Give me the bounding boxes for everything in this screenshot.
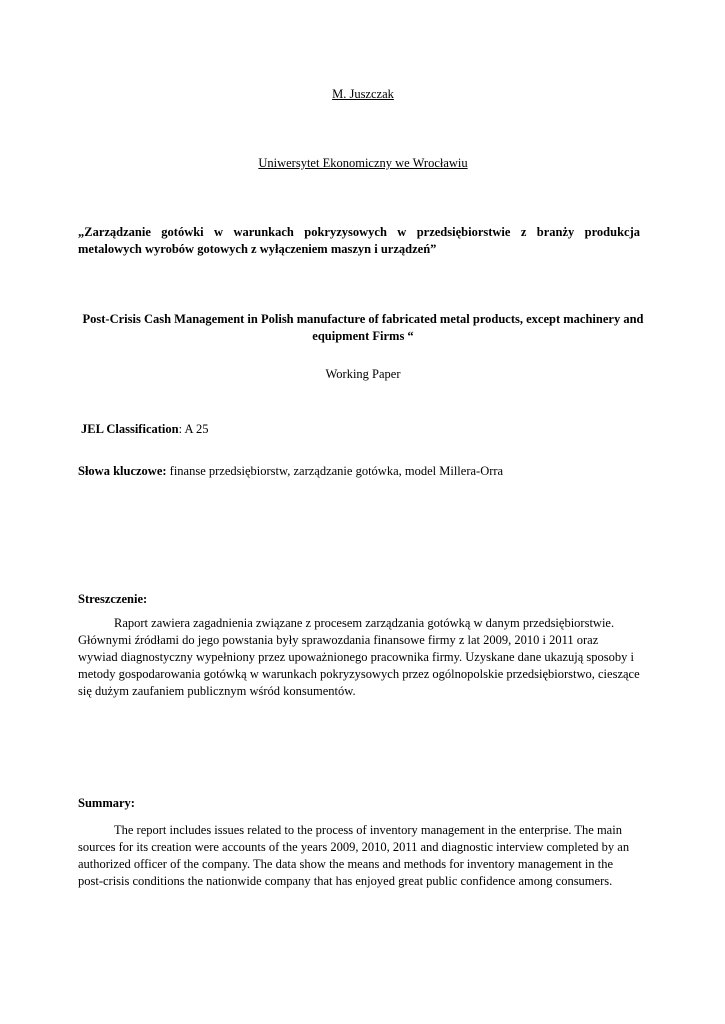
abstract-pl-heading: Streszczenie: [78, 592, 148, 606]
jel-classification [81, 421, 643, 438]
title-polish: „Zarządzanie gotówki w warunkach pokryzysowych w przedsiębiorstwie z branży produkcja metalowych wyrobów gotowych z wyłączeniem maszyn i urządzeń” [78, 225, 640, 256]
jel-label: JEL Classification [81, 422, 179, 436]
keywords [78, 463, 640, 480]
title-english: Post-Crisis Cash Management in Polish manufacture of fabricated metal products, except machinery and equipment Firms “ [82, 312, 644, 343]
paper-type: Working Paper [325, 367, 401, 381]
abstract-pl-text: Raport zawiera zagadnienia związane z procesem zarządzania gotówką w danym przedsiębiorstwie. Głównymi źródłami do jego powstania były sprawozdania finansowe firmy z lat 2009, 2010 i 2011 oraz wywiad diagnostyczny wypełniony przez upoważnionego pracownika firmy. Uzyskane dane ukazują sposoby i metody gospodarowania gotówką w warunkach pokryzysowych przez ogólnopolskie przedsiębiorstwo, cieszące się dużym zaufaniem publicznym wśród konsumentów. [78, 616, 640, 698]
keywords-value: finanse przedsiębiorstw, zarządzanie gotówka, model Millera-Orra [166, 464, 504, 478]
keywords-label: Słowa kluczowe: [78, 464, 167, 478]
author-name: M. Juszczak [332, 87, 394, 101]
institution-name: Uniwersytet Ekonomiczny we Wrocławiu [258, 156, 468, 170]
jel-value: : A 25 [178, 422, 209, 436]
abstract-en-text: The report includes issues related to the process of inventory management in the enterprise. The main sources for its creation were accounts of the years 2009, 2010, 2011 and diagnostic interview completed by an authorized officer of the company. The data show the means and methods for inventory management in the post-crisis conditions the nationwide company that has enjoyed great public confidence among consumers. [78, 823, 630, 888]
abstract-en-heading: Summary: [78, 796, 135, 810]
